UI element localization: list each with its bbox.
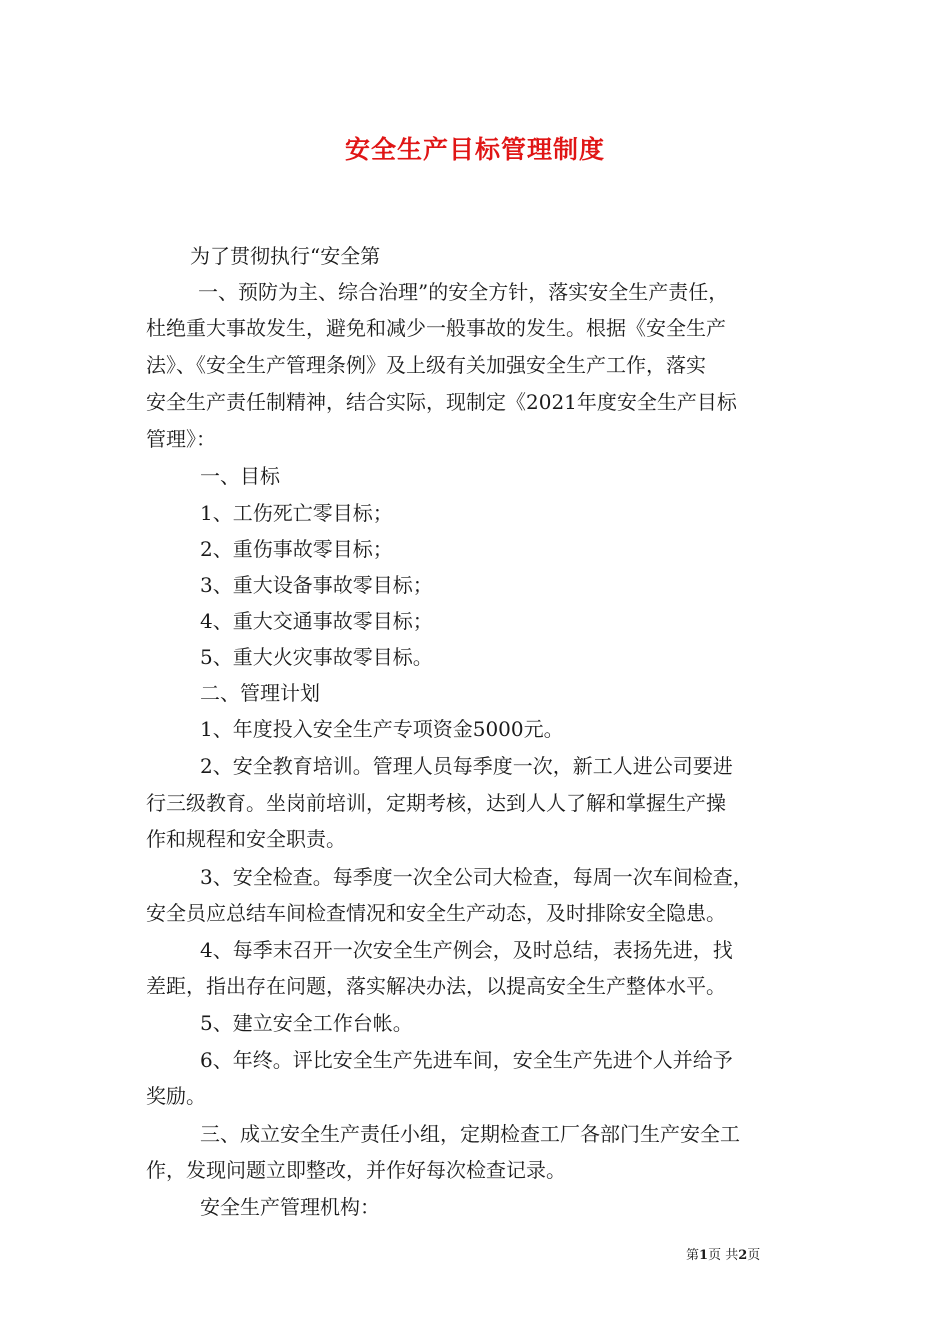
list-item: 3、重大设备事故零目标； — [200, 573, 433, 597]
paragraph-line: 一、预防为主、综合治理”的安全方针，落实安全生产责任， — [198, 280, 729, 304]
list-item: 6、年终。评比安全生产先进车间，安全生产先进个人并给予 — [200, 1048, 733, 1072]
list-item: 5、重大火灾事故零目标。 — [200, 645, 433, 669]
list-item: 2、重伤事故零目标； — [200, 537, 393, 561]
section-heading: 一、目标 — [200, 464, 280, 488]
total-page-number: 2 — [738, 1248, 748, 1263]
paragraph-line: 作，发现问题立即整改，并作好每次检查记录。 — [146, 1158, 566, 1182]
list-item: 1、工伤死亡零目标； — [200, 501, 393, 525]
paragraph-line: 杜绝重大事故发生，避免和减少一般事故的发生。根据《安全生产 — [146, 316, 726, 340]
page-footer — [686, 1247, 760, 1265]
page-title: 安全生产目标管理制度 — [344, 135, 605, 164]
footer-middle: 页 共 — [708, 1248, 739, 1263]
paragraph-line: 法》、《安全生产管理条例》及上级有关加强安全生产工作，落实 — [146, 353, 706, 377]
list-item: 4、每季末召开一次安全生产例会，及时总结，表扬先进，找 — [200, 938, 733, 962]
paragraph-line: 作和规程和安全职责。 — [146, 827, 346, 851]
paragraph-line: 安全生产管理机构： — [200, 1195, 380, 1219]
list-item: 3、安全检查。每季度一次全公司大检查，每周一次车间检查， — [200, 865, 753, 889]
list-item: 2、安全教育培训。管理人员每季度一次，新工人进公司要进 — [200, 754, 733, 778]
paragraph-line: 安全员应总结车间检查情况和安全生产动态，及时排除安全隐患。 — [146, 901, 726, 925]
footer-suffix: 页 — [747, 1248, 761, 1263]
paragraph-line: 管理》： — [146, 427, 216, 451]
list-item: 4、重大交通事故零目标； — [200, 609, 433, 633]
section-heading: 三、成立安全生产责任小组，定期检查工厂各部门生产安全工 — [200, 1122, 740, 1146]
current-page-number: 1 — [699, 1248, 709, 1263]
paragraph-line: 奖励。 — [146, 1084, 206, 1108]
paragraph-line: 为了贯彻执行“安全第 — [190, 244, 381, 268]
footer-prefix: 第 — [686, 1248, 700, 1263]
list-item: 5、建立安全工作台帐。 — [200, 1011, 413, 1035]
paragraph-line: 差距，指出存在问题，落实解决办法，以提高安全生产整体水平。 — [146, 974, 726, 998]
section-heading: 二、管理计划 — [200, 681, 320, 705]
list-item: 1、年度投入安全生产专项资金5000元。 — [200, 717, 564, 741]
paragraph-line: 安全生产责任制精神，结合实际，现制定《2021年度安全生产目标 — [146, 390, 737, 414]
paragraph-line: 行三级教育。坐岗前培训，定期考核，达到人人了解和掌握生产操 — [146, 791, 726, 815]
